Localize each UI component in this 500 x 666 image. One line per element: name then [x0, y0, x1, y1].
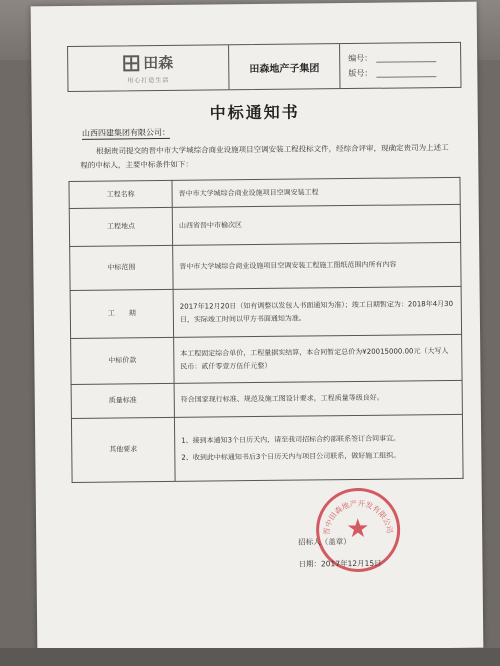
row-label: 工 期: [70, 289, 173, 338]
row-value: 山西省晋中市榆次区: [172, 204, 460, 245]
row-label: 质量标准: [71, 383, 174, 418]
order-label: 版号：: [348, 68, 373, 79]
row-label: 中标价款: [71, 337, 174, 384]
row-value: 晋中市大学城综合商业设施项目空调安装工程施工图纸范围内所有内容: [173, 242, 461, 289]
seal-text: 晋中田森地产开发有限公司: [321, 498, 395, 536]
row-value: 符合国家现行标准、规范及施工图设计要求，工程质量等级良好。: [174, 380, 462, 417]
requirement-item: 1、接到本通知3个日历天内，请至我司招标合约部联系签订合同事宜。: [181, 434, 401, 445]
addressee: 山西四建集团有限公司：: [81, 127, 171, 138]
table-row: [71, 414, 463, 482]
company-logo: [123, 52, 173, 74]
number-field: [376, 53, 436, 63]
svg-text:晋中田森地产开发有限公司: [322, 497, 395, 535]
date-label: 日期：2017年12月15日: [298, 558, 382, 569]
row-value: 2017年12月20日（如有调整以发包人书面通知为准）；竣工日期暂定为：2018年4月30日，实际竣工时间以甲方书面通知为准。: [173, 286, 461, 337]
logo-cell: [68, 45, 229, 91]
notice-paper: [31, 2, 484, 653]
row-label: 工程名称: [69, 180, 172, 208]
row-value: 本工程固定综合单价，工程量据实结算，本合同暂定总价为¥20015000.00元（大写人民币：贰仟零壹万伍仟元整）: [174, 334, 462, 383]
seal-star-icon: ★: [345, 513, 370, 545]
table-row: [69, 177, 460, 208]
sign-label: 招标人（盖章）: [298, 537, 351, 547]
document-header: [67, 42, 461, 92]
logo-icon: [123, 55, 139, 71]
table-row: [69, 204, 460, 246]
signature-block: [298, 531, 382, 576]
table-row: [70, 242, 461, 290]
other-requirements: [174, 414, 463, 481]
award-terms-table: [68, 177, 463, 483]
number-cell: [340, 43, 460, 88]
table-row: [70, 286, 461, 338]
row-label: 中标范围: [70, 245, 173, 290]
number-label: 编号：: [348, 53, 373, 64]
table-row: [71, 334, 462, 384]
row-value: 晋中市大学城综合商业设施项目空调安装工程: [172, 177, 460, 207]
requirement-item: 2、收到此中标通知书后3个日历天内与项目公司联系，做好施工组织。: [181, 451, 401, 462]
document-title: 中标通知书: [209, 102, 300, 123]
logo-text: 田森: [143, 53, 174, 73]
background-bottom: [0, 648, 500, 666]
intro-paragraph: 根据贵司提交的晋中市大学城综合商业设施项目空调安装工程投标文件，经综合评审，现确定贵司为上述工程的中标人，主要中标条件如下：: [80, 142, 449, 170]
order-field: [376, 68, 436, 78]
row-label: 其他要求: [71, 417, 175, 482]
logo-slogan: 用心打造生活: [127, 76, 170, 85]
group-name: 田森地产子集团: [229, 44, 340, 89]
table-row: [71, 380, 462, 418]
row-label: 工程地点: [69, 207, 172, 246]
